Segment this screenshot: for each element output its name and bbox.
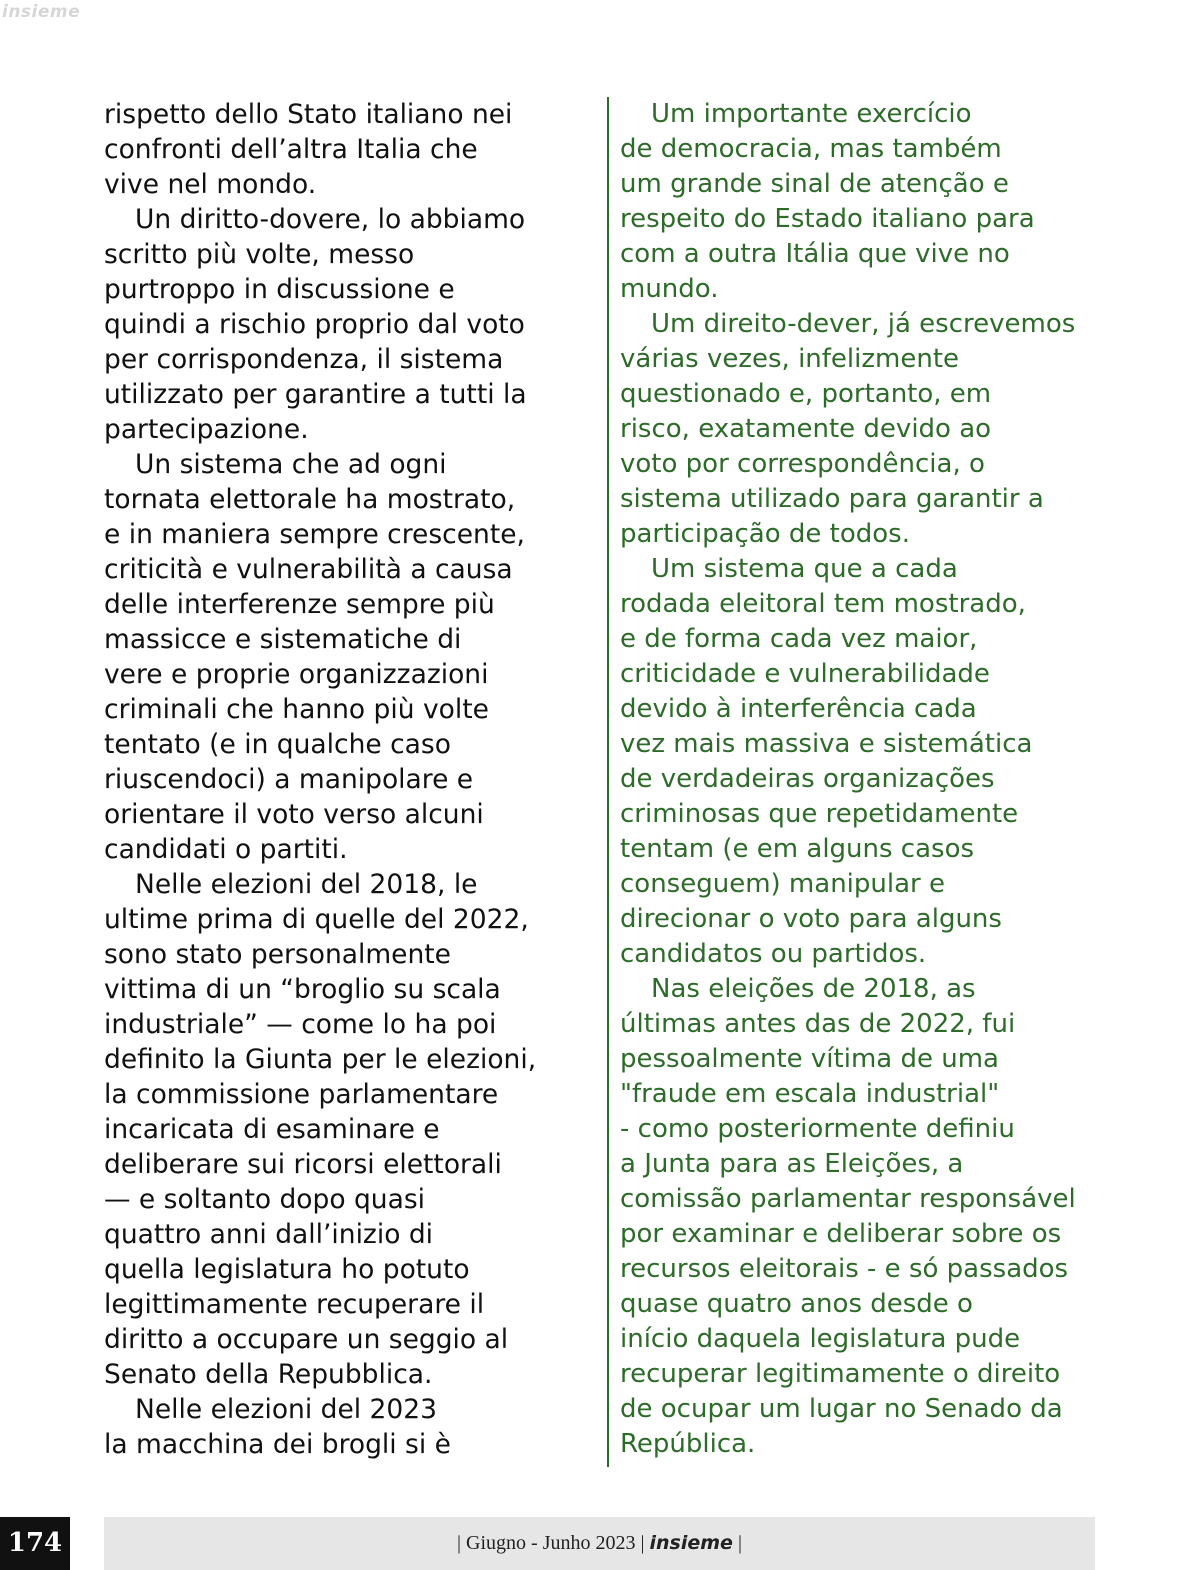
portuguese-text-column xyxy=(620,97,1110,1462)
text-line: sono stato personalmente xyxy=(104,939,451,970)
footer-brand-logo: insieme xyxy=(649,1532,733,1554)
text-line: devido à interferência cada xyxy=(620,694,977,724)
footer-issue-label xyxy=(104,1517,1095,1570)
text-line: candidatos ou partidos. xyxy=(620,939,927,969)
text-line: deliberare sui ricorsi elettorali xyxy=(104,1149,502,1180)
text-line: Um importante exercício xyxy=(651,99,972,129)
footer-prefix: | Giugno - Junho 2023 | xyxy=(457,1532,645,1554)
text-line: diritto a occupare un seggio al xyxy=(104,1324,509,1355)
text-line: com a outra Itália que vive no xyxy=(620,239,1010,269)
text-line: de ocupar um lugar no Senado da xyxy=(620,1394,1063,1424)
text-line: criticidade e vulnerabilidade xyxy=(620,659,990,689)
text-line: um grande sinal de atenção e xyxy=(620,169,1009,199)
text-line: candidati o partiti. xyxy=(104,834,348,865)
text-line: Um sistema que a cada xyxy=(651,554,958,584)
text-line: confronti dell’altra Italia che xyxy=(104,134,478,165)
text-line: purtroppo in discussione e xyxy=(104,274,455,305)
text-line: tentam (e em alguns casos xyxy=(620,834,975,864)
text-line: início daquela legislatura pude xyxy=(620,1324,1021,1354)
text-line: riuscendoci) a manipolare e xyxy=(104,764,474,795)
text-line: vere e proprie organizzazioni xyxy=(104,659,489,690)
text-line: massicce e sistematiche di xyxy=(104,624,462,655)
text-line: quindi a rischio proprio dal voto xyxy=(104,309,525,340)
text-line: Un diritto-dovere, lo abbiamo xyxy=(135,204,526,235)
text-line: ultime prima di quelle del 2022, xyxy=(104,904,529,935)
text-line: comissão parlamentar responsável xyxy=(620,1184,1076,1214)
text-line: participação de todos. xyxy=(620,519,910,549)
text-line: criticità e vulnerabilità a causa xyxy=(104,554,513,585)
text-line: República. xyxy=(620,1429,756,1459)
text-line: legittimamente recuperare il xyxy=(104,1289,485,1320)
text-line: de democracia, mas também xyxy=(620,134,1002,164)
text-line: recursos eleitorais - e só passados xyxy=(620,1254,1069,1284)
text-line: tentato (e in qualche caso xyxy=(104,729,451,760)
text-line: recuperar legitimamente o direito xyxy=(620,1359,1061,1389)
text-line: e in maniera sempre crescente, xyxy=(104,519,525,550)
text-line: rispetto dello Stato italiano nei xyxy=(104,99,513,130)
text-line: partecipazione. xyxy=(104,414,309,445)
text-line: la commissione parlamentare xyxy=(104,1079,499,1110)
text-line: quella legislatura ho potuto xyxy=(104,1254,470,1285)
text-line: direcionar o voto para alguns xyxy=(620,904,1002,934)
watermark-logo: insieme xyxy=(2,2,81,22)
text-line: quase quatro anos desde o xyxy=(620,1289,973,1319)
italian-text-column xyxy=(104,97,594,1462)
text-line: voto por correspondência, o xyxy=(620,449,985,479)
text-line: de verdadeiras organizações xyxy=(620,764,995,794)
text-line: questionado e, portanto, em xyxy=(620,379,992,409)
text-line: últimas antes das de 2022, fui xyxy=(620,1009,1016,1039)
text-line: risco, exatamente devido ao xyxy=(620,414,992,444)
text-line: per corrispondenza, il sistema xyxy=(104,344,504,375)
text-line: — e soltanto dopo quasi xyxy=(104,1184,426,1215)
text-line: vive nel mondo. xyxy=(104,169,317,200)
text-line: orientare il voto verso alcuni xyxy=(104,799,484,830)
text-line: vittima di un “broglio su scala xyxy=(104,974,501,1005)
text-line: delle interferenze sempre più xyxy=(104,589,495,620)
text-line: incaricata di esaminare e xyxy=(104,1114,440,1145)
text-line: criminosas que repetidamente xyxy=(620,799,1019,829)
text-line: mundo. xyxy=(620,274,719,304)
text-line: quattro anni dall’inizio di xyxy=(104,1219,434,1250)
text-line: Nelle elezioni del 2023 xyxy=(135,1394,437,1425)
text-line: Nelle elezioni del 2018, le xyxy=(135,869,478,900)
text-line: Senato della Repubblica. xyxy=(104,1359,433,1390)
footer-suffix: | xyxy=(737,1532,742,1554)
text-line: - como posteriormente definiu xyxy=(620,1114,1015,1144)
column-divider xyxy=(607,97,609,1467)
text-line: respeito do Estado italiano para xyxy=(620,204,1035,234)
text-line: criminali che hanno più volte xyxy=(104,694,489,725)
text-line: Nas eleições de 2018, as xyxy=(651,974,976,1004)
page-number: 174 xyxy=(0,1517,70,1570)
text-line: tornata elettorale ha mostrato, xyxy=(104,484,516,515)
text-line: e de forma cada vez maior, xyxy=(620,624,978,654)
text-line: conseguem) manipular e xyxy=(620,869,945,899)
text-line: vez mais massiva e sistemática xyxy=(620,729,1033,759)
text-line: industriale” — come lo ha poi xyxy=(104,1009,497,1040)
text-line: pessoalmente vítima de uma xyxy=(620,1044,999,1074)
text-line: sistema utilizado para garantir a xyxy=(620,484,1044,514)
text-line: por examinar e deliberar sobre os xyxy=(620,1219,1062,1249)
text-line: definito la Giunta per le elezioni, xyxy=(104,1044,537,1075)
text-line: utilizzato per garantire a tutti la xyxy=(104,379,527,410)
text-line: scritto più volte, messo xyxy=(104,239,415,270)
text-line: Un sistema che ad ogni xyxy=(135,449,447,480)
text-line: "fraude em escala industrial" xyxy=(620,1079,1000,1109)
text-line: la macchina dei brogli si è xyxy=(104,1429,451,1460)
text-line: várias vezes, infelizmente xyxy=(620,344,960,374)
text-line: a Junta para as Eleições, a xyxy=(620,1149,964,1179)
text-line: Um direito-dever, já escrevemos xyxy=(651,309,1076,339)
text-line: rodada eleitoral tem mostrado, xyxy=(620,589,1026,619)
